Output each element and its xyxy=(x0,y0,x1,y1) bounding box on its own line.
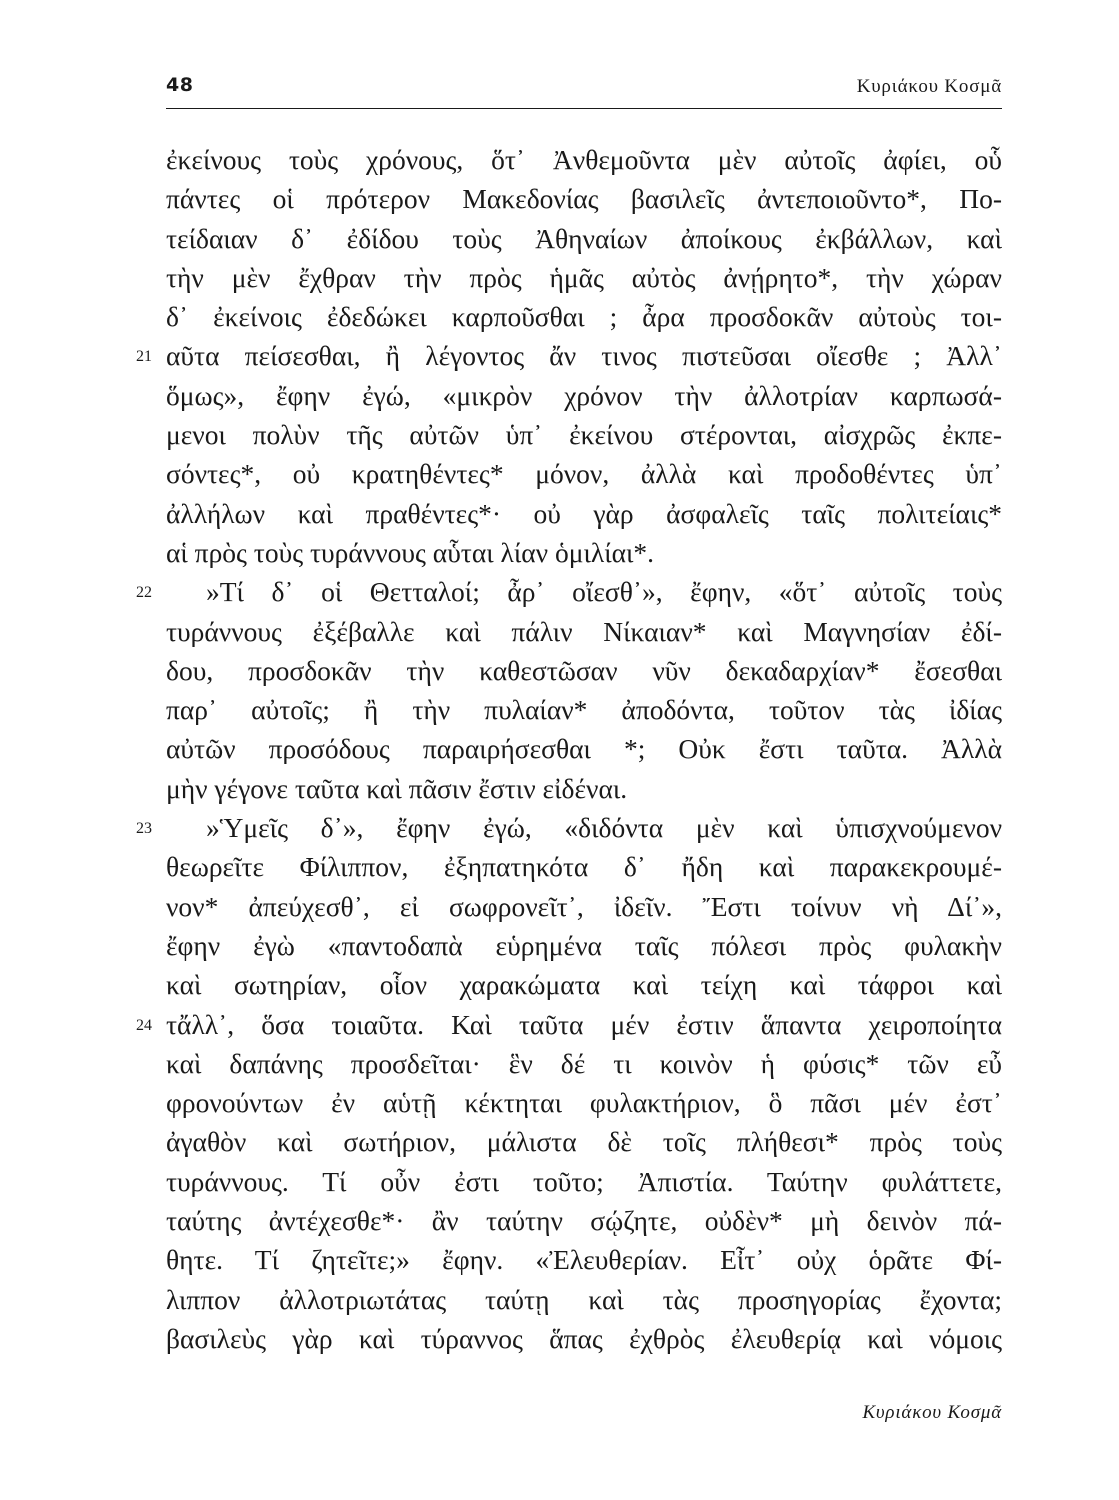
line-text: μὴν γέγονε ταῦτα καὶ πᾶσιν ἔστιν εἰδέναι. xyxy=(166,772,628,804)
line-text: τυράννους ἐξέβαλλε καὶ πάλιν Νίκαιαν* καὶ Μαγνησίαν ἐδί- xyxy=(166,615,1002,647)
text-line xyxy=(166,297,1002,336)
margin-section-number: 23 xyxy=(136,820,152,838)
line-text: δου, προσδοκᾶν τὴν καθεστῶσαν νῦν δεκαδαρχίαν* ἔσεσθαι xyxy=(166,654,1002,686)
line-text: ἔφην ἐγὼ «παντοδαπὰ εὑρημένα ταῖς πόλεσι πρὸς φυλακὴν xyxy=(166,929,1002,961)
text-line xyxy=(166,140,1002,179)
line-text: ἐκείνους τοὺς χρόνους, ὅτ᾽ Ἀνθεμοῦντα μὲν αὐτοῖς ἀφίει, οὗ xyxy=(166,144,1002,175)
line-text: καὶ σωτηρίαν, οἷον χαρακώματα καὶ τείχη καὶ τάφροι καὶ xyxy=(166,969,1002,1001)
line-text: μενοι πολὺν τῆς αὐτῶν ὑπ᾽ ἐκείνου στέρονται, αἰσχρῶς ἐκπε- xyxy=(166,419,1002,451)
text-line xyxy=(136,336,1002,375)
text-line xyxy=(166,847,1002,886)
line-text: ἀγαθὸν καὶ σωτήριον, μάλιστα δὲ τοῖς πλήθεσι* πρὸς τοὺς xyxy=(166,1126,1002,1158)
text-line xyxy=(166,179,1002,218)
text-line xyxy=(166,1044,1002,1083)
text-line xyxy=(166,258,1002,297)
text-line xyxy=(166,219,1002,258)
line-text: νον* ἀπεύχεσθ᾽, εἰ σωφρονεῖτ᾽, ἰδεῖν. Ἔστι τοίνυν νὴ Δί᾽», xyxy=(166,890,1002,922)
line-text: λιππον ἀλλοτριωτάτας ταύτῃ καὶ τὰς προσηγορίας ἔχοντα; xyxy=(166,1283,1002,1315)
text-line xyxy=(166,1240,1002,1279)
line-text: »Τί δ᾽ οἱ Θετταλοί; ἆρ᾽ οἴεσθ᾽», ἔφην, «ὅτ᾽ αὐτοῖς τοὺς xyxy=(206,576,1002,608)
text-line xyxy=(166,926,1002,965)
line-text: ἀλλήλων καὶ πραθέντες*· οὐ γὰρ ἀσφαλεῖς ταῖς πολιτείαις* xyxy=(166,497,1002,529)
line-text: φρονούντων ἐν αὑτῇ κέκτηται φυλακτήριον, ὃ πᾶσι μέν ἐστ᾽ xyxy=(166,1087,1002,1119)
line-text: βασιλεὺς γὰρ καὶ τύραννος ἅπας ἐχθρὸς ἐλευθερίᾳ καὶ νόμοις xyxy=(166,1322,1002,1354)
line-text: ὅμως», ἔφην ἐγώ, «μικρὸν χρόνον τὴν ἀλλοτρίαν καρπωσά- xyxy=(166,379,1002,411)
line-text: παρ᾽ αὐτοῖς; ἢ τὴν πυλαίαν* ἀποδόντα, τοῦτον τὰς ἰδίας xyxy=(166,694,1002,726)
body-text xyxy=(136,140,1002,1358)
text-line xyxy=(166,494,1002,533)
signature: Κυριάκου Κοσμᾶ xyxy=(862,1402,1002,1423)
text-line xyxy=(166,1122,1002,1161)
text-line xyxy=(166,1162,1002,1201)
margin-section-number: 21 xyxy=(136,348,152,366)
text-line xyxy=(166,376,1002,415)
line-text: τείδαιαν δ᾽ ἐδίδου τοὺς Ἀθηναίων ἀποίκους ἐκβάλλων, καὶ xyxy=(166,222,1002,254)
page-header xyxy=(166,74,1002,106)
text-line xyxy=(136,1005,1002,1044)
text-line xyxy=(166,690,1002,729)
text-line xyxy=(166,454,1002,493)
header-rule xyxy=(166,108,1002,109)
running-title: Κυριάκου Κοσμᾶ xyxy=(856,76,1002,97)
text-line xyxy=(166,1083,1002,1122)
text-line xyxy=(136,808,1002,847)
margin-section-number: 24 xyxy=(136,1016,152,1034)
line-text: καὶ δαπάνης προσδεῖται· ἓν δέ τι κοινὸν ἡ φύσις* τῶν εὖ xyxy=(166,1047,1002,1079)
line-text: ταύτης ἀντέχεσθε*· ἂν ταύτην σῴζητε, οὐδὲν* μὴ δεινὸν πά- xyxy=(166,1205,1002,1237)
text-line xyxy=(166,533,1002,572)
line-text: πάντες οἱ πρότερον Μακεδονίας βασιλεῖς ἀντεποιοῦντο*, Πο- xyxy=(166,183,1002,215)
text-line xyxy=(166,1319,1002,1358)
text-line xyxy=(166,415,1002,454)
text-line xyxy=(166,965,1002,1004)
text-line xyxy=(166,769,1002,808)
text-line xyxy=(166,887,1002,926)
line-text: αὐτῶν προσόδους παραιρήσεσθαι *; Οὐκ ἔστι ταῦτα. Ἀλλὰ xyxy=(166,733,1002,765)
line-text: τυράννους. Τί οὖν ἐστι τοῦτο; Ἀπιστία. Ταύτην φυλάττετε, xyxy=(166,1165,1002,1197)
line-text: αῦτα πείσεσθαι, ἢ λέγοντος ἄν τινος πιστεῦσαι οἴεσθε ; Ἀλλ᾽ xyxy=(166,340,1002,372)
page-number: 48 xyxy=(166,74,194,96)
line-text: τἄλλ᾽, ὅσα τοιαῦτα. Καὶ ταῦτα μέν ἐστιν ἅπαντα χειροποίητα xyxy=(166,1008,1002,1040)
text-line xyxy=(166,651,1002,690)
line-text: θεωρεῖτε Φίλιππον, ἐξηπατηκότα δ᾽ ἤδη καὶ παρακεκρουμέ- xyxy=(166,851,1002,883)
text-line xyxy=(136,572,1002,611)
line-text: θητε. Τί ζητεῖτε;» ἔφην. «Ἐλευθερίαν. Εἶτ᾽ οὐχ ὁρᾶτε Φί- xyxy=(166,1244,1002,1276)
text-line xyxy=(166,1280,1002,1319)
line-text: »Ὑμεῖς δ᾽», ἔφην ἐγώ, «διδόντα μὲν καὶ ὑπισχνούμενον xyxy=(206,812,1002,844)
text-line xyxy=(166,612,1002,651)
line-text: αἱ πρὸς τοὺς τυράννους αὗται λίαν ὁμιλίαι*. xyxy=(166,536,655,568)
line-text: δ᾽ ἐκείνοις ἐδεδώκει καρποῦσθαι ; ἆρα προσδοκᾶν αὐτοὺς τοι- xyxy=(166,301,1002,333)
margin-section-number: 22 xyxy=(136,584,152,602)
text-line xyxy=(166,729,1002,768)
line-text: τὴν μὲν ἔχθραν τὴν πρὸς ἡμᾶς αὐτὸς ἀνῄρητο*, τὴν χώραν xyxy=(166,261,1002,293)
text-line xyxy=(166,1201,1002,1240)
line-text: σόντες*, οὐ κρατηθέντες* μόνον, ἀλλὰ καὶ προδοθέντες ὑπ᾽ xyxy=(166,458,1002,490)
